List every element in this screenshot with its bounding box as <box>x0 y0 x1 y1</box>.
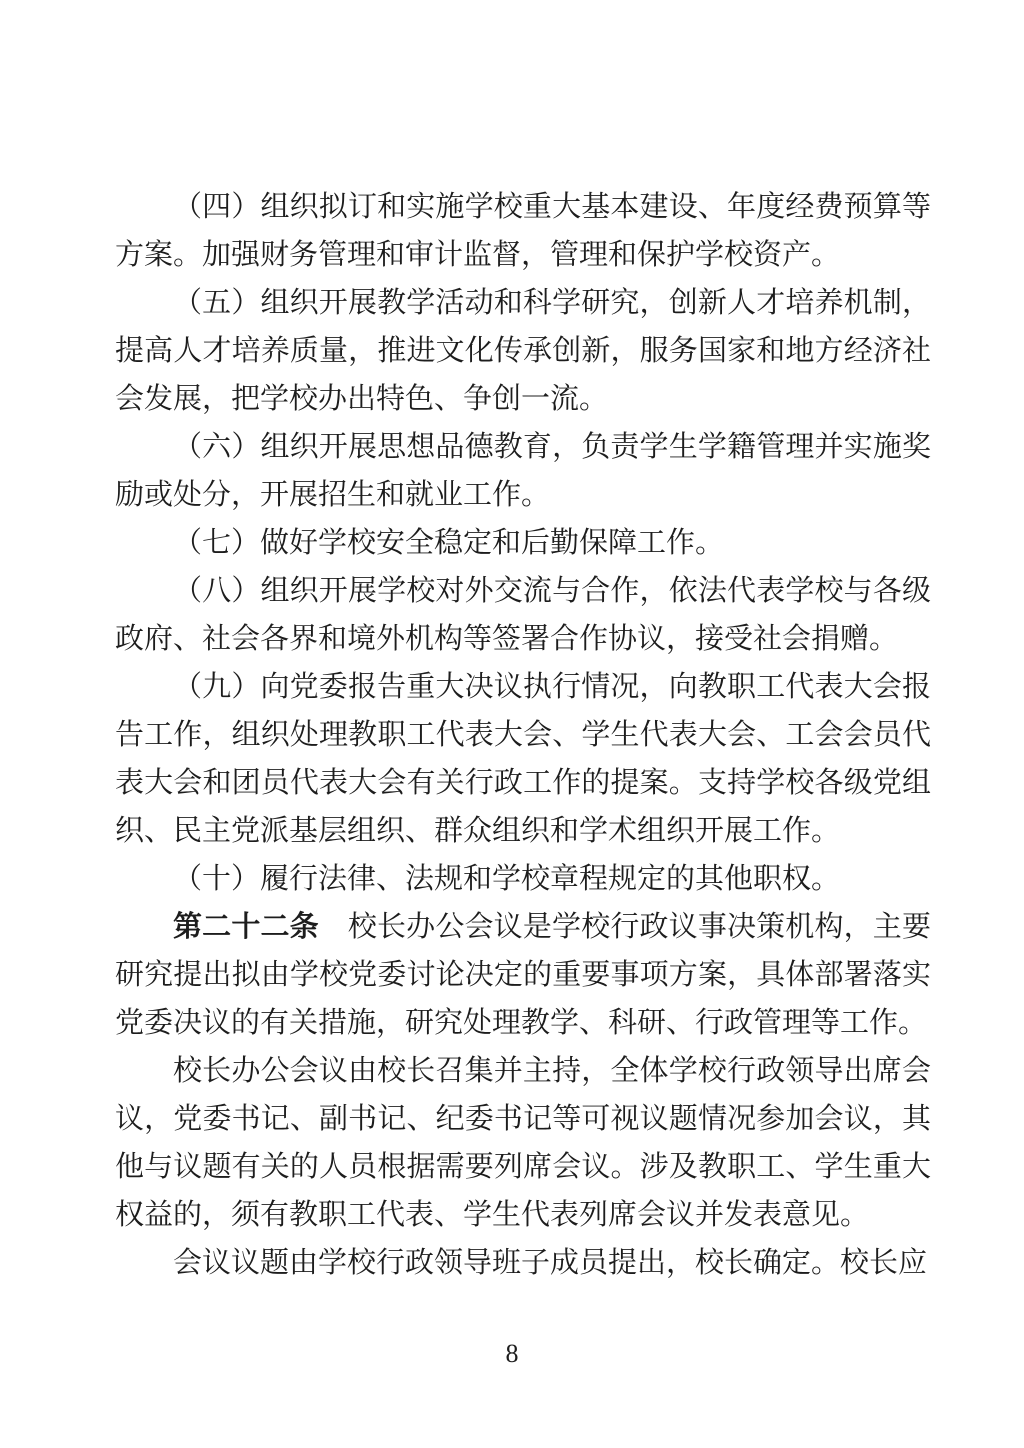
paragraph-text: （四）组织拟订和实施学校重大基本建设、年度经费预算等方案。加强财务管理和审计监督，管理和保护学校资产。 <box>115 191 931 271</box>
paragraph-text: （五）组织开展教学活动和科学研究，创新人才培养机制，提高人才培养质量，推进文化传承创新，服务国家和地方经济社会发展，把学校办出特色、争创一流。 <box>115 287 931 415</box>
paragraph-clause-9 <box>115 663 931 855</box>
paragraph-text: （九）向党委报告重大决议执行情况，向教职工代表大会报告工作，组织处理教职工代表大会、学生代表大会、工会会员代表大会和团员代表大会有关行政工作的提案。支持学校各级党组织、民主党派基层组织、群众组织和学术组织开展工作。 <box>115 671 931 847</box>
document-body <box>115 183 931 1287</box>
paragraph-text: 校长办公会议由校长召集并主持，全体学校行政领导出席会议，党委书记、副书记、纪委书记等可视议题情况参加会议，其他与议题有关的人员根据需要列席会议。涉及教职工、学生重大权益的，须有教职工代表、学生代表列席会议并发表意见。 <box>115 1055 931 1231</box>
paragraph-article-22 <box>115 903 931 1047</box>
article-number-label: 第二十二条 <box>173 911 319 943</box>
paragraph-clause-7 <box>115 519 931 567</box>
page-number: 8 <box>505 1339 519 1368</box>
paragraph-clause-8 <box>115 567 931 663</box>
paragraph-text: 会议议题由学校行政领导班子成员提出，校长确定。校长应 <box>173 1247 928 1279</box>
page-footer <box>0 1334 1024 1374</box>
paragraph-clause-10 <box>115 855 931 903</box>
paragraph-text: （六）组织开展思想品德教育，负责学生学籍管理并实施奖励或处分，开展招生和就业工作。 <box>115 431 931 511</box>
paragraph-text: （八）组织开展学校对外交流与合作，依法代表学校与各级政府、社会各界和境外机构等签署合作协议，接受社会捐赠。 <box>115 575 931 655</box>
paragraph-meeting-topics <box>115 1239 931 1287</box>
paragraph-clause-5 <box>115 279 931 423</box>
paragraph-text: （十）履行法律、法规和学校章程规定的其他职权。 <box>173 863 841 895</box>
paragraph-text: 校长办公会议是学校行政议事决策机构，主要研究提出拟由学校党委讨论决定的重要事项方案，具体部署落实党委决议的有关措施，研究处理教学、科研、行政管理等工作。 <box>115 911 931 1039</box>
paragraph-text: （七）做好学校安全稳定和后勤保障工作。 <box>173 527 725 559</box>
paragraph-meeting-attendance <box>115 1047 931 1239</box>
paragraph-clause-6 <box>115 423 931 519</box>
paragraph-clause-4 <box>115 183 931 279</box>
